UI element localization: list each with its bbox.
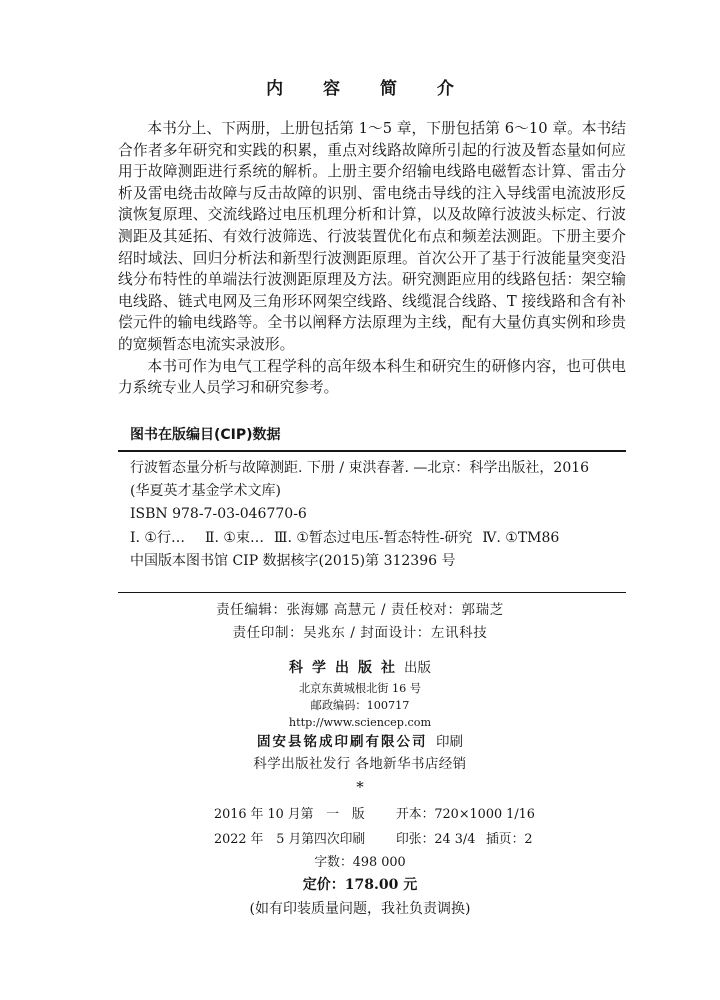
cip-top-rule	[118, 450, 626, 452]
printer-name: 固安县铭成印刷有限公司	[256, 734, 428, 750]
cip-bibliographic-line: 行波暂态量分析与故障测距. 下册 / 束洪春著. —北京：科学出版社，2016	[130, 460, 590, 476]
page-title: 内 容 简 介	[266, 79, 471, 99]
cip-class-3: Ⅲ. ①暂态过电压-暂态特性-研究	[273, 529, 473, 546]
distribution-line: 科学出版社发行 各地新华书店经销	[253, 756, 467, 772]
quality-notice: (如有印装质量问题，我社负责调换)	[249, 901, 471, 917]
publisher-name: 科学出版社	[289, 660, 404, 676]
editors-block	[0, 599, 720, 644]
price-value: 178.00 元	[344, 877, 418, 893]
cip-record	[130, 457, 630, 573]
intro-paragraph-1: 本书分上、下两册，上册包括第 1～5 章，下册包括第 6～10 章。本书结合作者多年研究和实践的积累，重点对线路故障所引起的行波及暂态量如何应用于故障测距进行系统的解析。上册主要介绍输电线路电磁暂态计算、雷击分析及雷电绕击故障与反击故障的识别、雷电绕击导线的注入导线雷电流波形反演恢复原理、交流线路过电压机理分析和计算，以及故障行波波头标定、行波测距及其延拓、有效行波筛选、行波装置优化布点和频差法测距。下册主要介绍时域法、回归分析法和新型行波测距原理。首次公开了基于行波能量突变沿线分布特性的单端法行波测距原理及方法。研究测距应用的线路包括：架空输电线路、链式电网及三角形环网架空线路、线缆混合线路、T 接线路和含有补偿元件的输电线路等。全书以阐释方法原理为主线，配有大量仿真实例和珍贵的宽频暂态电流实录波形。	[118, 120, 626, 353]
publisher-line	[0, 656, 720, 677]
cip-bottom-rule	[118, 592, 626, 593]
printer-suffix: 印刷	[436, 734, 464, 750]
edition-info: 2016 年 10 月第 一 版	[214, 807, 365, 822]
publisher-suffix: 出版	[404, 660, 431, 676]
publisher-postcode: 邮政编码：100717	[310, 699, 410, 712]
cip-classification-line	[130, 527, 630, 550]
publisher-address: 北京东黄城根北街 16 号	[298, 682, 422, 695]
editors-line-1: 责任编辑：张海娜 高慧元 / 责任校对：郭瑞芝	[216, 602, 504, 618]
editors-line-2: 责任印制：吴兆东 / 封面设计：左讯科技	[232, 624, 488, 641]
printing-info: 2022 年 5 月第四次印刷	[214, 832, 366, 847]
word-count: 字数：498 000	[314, 855, 406, 870]
intro-paragraph-2: 本书可作为电气工程学科的高年级本科生和研究生的研修内容，也可供电力系统专业人员学习和研究参考。	[118, 357, 626, 397]
format-info: 开本：720×1000 1/16	[396, 807, 535, 822]
intro-section	[118, 118, 626, 399]
price-line	[0, 874, 720, 894]
separator-star: *	[356, 778, 364, 796]
cip-class-2: Ⅱ. ①束…	[204, 529, 264, 546]
cip-series-line: (华夏英才基金学术文库)	[130, 483, 281, 500]
cip-class-1: Ⅰ. ①行…	[130, 529, 185, 546]
publisher-address-block	[0, 680, 720, 731]
printer-line	[0, 730, 720, 750]
cip-heading: 图书在版编目(CIP)数据	[130, 427, 281, 443]
price-label: 定价：	[302, 877, 345, 893]
publisher-url: http://www.sciencep.com	[288, 716, 432, 729]
cip-isbn-line: ISBN 978-7-03-046770-6	[130, 506, 307, 523]
cip-record-number-line: 中国版本图书馆 CIP 数据核字(2015)第 312396 号	[130, 552, 456, 569]
cip-class-4: Ⅳ. ①TM86	[482, 529, 560, 546]
plates-info: 插页：2	[486, 832, 533, 847]
sheets-info: 印张：24 3/4	[396, 832, 476, 847]
